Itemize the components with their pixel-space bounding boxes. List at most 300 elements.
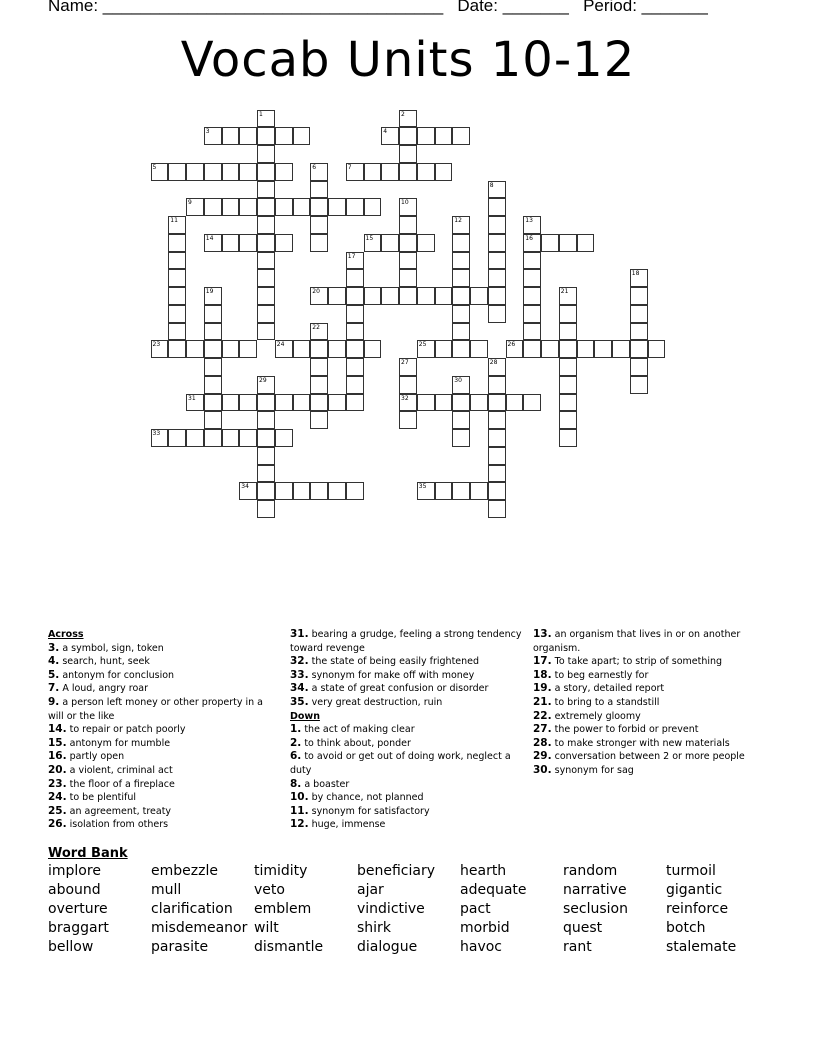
crossword-cell[interactable]	[204, 305, 222, 323]
clue-number: 4.	[48, 655, 60, 668]
down-clue	[533, 628, 765, 655]
crossword-cell[interactable]	[452, 252, 470, 270]
down-clue	[533, 669, 765, 683]
crossword-cell[interactable]	[168, 340, 186, 358]
crossword-cell[interactable]	[648, 340, 666, 358]
crossword-cell[interactable]	[452, 429, 470, 447]
crossword-cell[interactable]	[364, 287, 382, 305]
word-bank-word: dismantle	[254, 939, 324, 955]
crossword-cell[interactable]	[239, 234, 257, 252]
clue-number: 11	[170, 217, 178, 224]
across-clue	[290, 682, 522, 696]
crossword-cell[interactable]	[630, 340, 648, 358]
crossword-cell[interactable]	[630, 323, 648, 341]
crossword-cell[interactable]	[417, 340, 435, 358]
crossword-cell[interactable]	[257, 323, 275, 341]
crossword-cell[interactable]	[257, 305, 275, 323]
crossword-cell[interactable]	[328, 198, 346, 216]
across-clue-list-continued	[290, 628, 522, 710]
word-bank-word: pact	[460, 901, 491, 917]
crossword-cell[interactable]	[257, 127, 275, 145]
clue-text: isolation from others	[66, 819, 169, 831]
crossword-cell[interactable]	[399, 163, 417, 181]
crossword-cell[interactable]	[559, 287, 577, 305]
crossword-cell[interactable]	[506, 394, 524, 412]
name-field[interactable]: Name: ____________________________________	[48, 0, 444, 15]
crossword-cell[interactable]	[186, 198, 204, 216]
crossword-cell[interactable]	[222, 163, 240, 181]
crossword-cell[interactable]	[523, 216, 541, 234]
clue-text: synonym for make off with money	[308, 669, 475, 681]
crossword-cell[interactable]	[310, 181, 328, 199]
crossword-cell[interactable]	[399, 234, 417, 252]
crossword-cell[interactable]	[168, 287, 186, 305]
crossword-cell[interactable]	[293, 340, 311, 358]
clue-number: 30.	[533, 763, 552, 776]
clue-number: 8	[489, 181, 494, 189]
crossword-cell[interactable]	[293, 394, 311, 412]
clue-number: 24.	[48, 791, 67, 804]
crossword-cell[interactable]	[310, 358, 328, 376]
across-clue	[48, 682, 273, 696]
crossword-cell[interactable]	[470, 287, 488, 305]
crossword-cell[interactable]	[488, 305, 506, 323]
crossword-cell[interactable]	[239, 127, 257, 145]
word-bank-word: implore	[48, 863, 101, 879]
crossword-cell[interactable]	[186, 429, 204, 447]
crossword-cell[interactable]	[523, 234, 541, 252]
crossword-cell[interactable]	[488, 482, 506, 500]
crossword-cell[interactable]	[452, 482, 470, 500]
crossword-cell[interactable]	[488, 411, 506, 429]
crossword-cell[interactable]	[577, 340, 595, 358]
crossword-cell[interactable]	[257, 500, 275, 518]
crossword-cell[interactable]	[151, 163, 169, 181]
across-clue	[48, 696, 273, 723]
crossword-cell[interactable]	[346, 198, 364, 216]
crossword-cell[interactable]	[559, 358, 577, 376]
crossword-cell[interactable]	[151, 429, 169, 447]
crossword-cell[interactable]	[275, 234, 293, 252]
clue-text: an organism that lives in or on another organism.	[533, 629, 741, 654]
across-clue-list	[48, 642, 273, 832]
clue-number: 21.	[533, 695, 552, 708]
crossword-cell[interactable]	[559, 323, 577, 341]
clue-number: 24	[276, 341, 285, 349]
clue-number: 27.	[533, 723, 552, 736]
crossword-cell[interactable]	[630, 305, 648, 323]
crossword-cell[interactable]	[417, 163, 435, 181]
crossword-cell[interactable]	[399, 287, 417, 305]
clue-text: a state of great confusion or disorder	[308, 683, 489, 695]
crossword-cell[interactable]	[222, 394, 240, 412]
crossword-cell[interactable]	[346, 269, 364, 287]
crossword-cell[interactable]	[559, 305, 577, 323]
clue-number: 9	[188, 199, 192, 207]
word-bank-word: veto	[254, 882, 285, 898]
crossword-cell[interactable]	[168, 305, 186, 323]
clue-number: 34	[241, 483, 249, 491]
crossword-cell[interactable]	[559, 340, 577, 358]
crossword-cell[interactable]	[204, 163, 222, 181]
crossword-cell[interactable]	[488, 358, 506, 376]
crossword-cell[interactable]	[222, 429, 240, 447]
crossword-cell[interactable]	[310, 411, 328, 429]
crossword-cell[interactable]	[257, 465, 275, 483]
clue-text: to avoid or get out of doing work, neglect a duty	[290, 751, 511, 776]
crossword-cell[interactable]	[328, 394, 346, 412]
clue-number: 13	[525, 217, 533, 224]
crossword-cell[interactable]	[239, 198, 257, 216]
crossword-cell[interactable]	[168, 234, 186, 252]
crossword-cell[interactable]	[577, 234, 595, 252]
crossword-cell[interactable]	[435, 482, 453, 500]
crossword-cell[interactable]	[346, 252, 364, 270]
clue-number: 14	[205, 234, 214, 242]
crossword-cell[interactable]	[470, 394, 488, 412]
clue-text: to bring to a standstill	[551, 696, 660, 708]
crossword-cell[interactable]	[346, 305, 364, 323]
crossword-cell[interactable]	[275, 482, 293, 500]
crossword-cell[interactable]	[204, 411, 222, 429]
crossword-cell[interactable]	[559, 429, 577, 447]
clue-number: 33	[152, 430, 161, 437]
across-clue	[290, 696, 522, 710]
clue-text: antonym for conclusion	[59, 669, 175, 681]
down-clue	[290, 737, 522, 751]
crossword-cell[interactable]	[488, 447, 506, 465]
crossword-cell[interactable]	[257, 482, 275, 500]
word-bank-word: adequate	[460, 882, 527, 898]
crossword-cell[interactable]	[293, 482, 311, 500]
crossword-cell[interactable]	[310, 287, 328, 305]
across-clue	[48, 764, 273, 778]
clue-number: 26	[507, 341, 516, 349]
crossword-cell[interactable]	[399, 394, 417, 412]
word-bank-word: beneficiary	[357, 863, 436, 879]
crossword-cell[interactable]	[328, 287, 346, 305]
crossword-cell[interactable]	[328, 340, 346, 358]
crossword-cell[interactable]	[630, 358, 648, 376]
clue-number: 35.	[290, 695, 309, 708]
clue-text: a story, detailed report	[551, 683, 665, 695]
crossword-cell[interactable]	[488, 394, 506, 412]
clue-number: 33.	[290, 668, 309, 681]
crossword-cell[interactable]	[470, 482, 488, 500]
crossword-cell[interactable]	[435, 340, 453, 358]
crossword-cell[interactable]	[630, 269, 648, 287]
crossword-cell[interactable]	[381, 163, 399, 181]
crossword-cell[interactable]	[435, 163, 453, 181]
crossword-cell[interactable]	[346, 323, 364, 341]
crossword-cell[interactable]	[204, 287, 222, 305]
crossword-cell[interactable]	[452, 127, 470, 145]
crossword-cell[interactable]	[239, 482, 257, 500]
crossword-cell[interactable]	[186, 340, 204, 358]
crossword-cell[interactable]	[381, 127, 399, 145]
clue-number: 32.	[290, 655, 309, 668]
crossword-cell[interactable]	[204, 198, 222, 216]
crossword-cell[interactable]	[239, 394, 257, 412]
crossword-cell[interactable]	[275, 394, 293, 412]
crossword-cell[interactable]	[417, 394, 435, 412]
crossword-cell[interactable]	[452, 287, 470, 305]
crossword-cell[interactable]	[310, 482, 328, 500]
crossword-cell[interactable]	[310, 340, 328, 358]
crossword-cell[interactable]	[257, 269, 275, 287]
crossword-cell[interactable]	[257, 234, 275, 252]
word-bank-word: braggart	[48, 920, 109, 936]
crossword-cell[interactable]	[310, 323, 328, 341]
clue-text: to make stronger with new materials	[551, 737, 730, 749]
crossword-cell[interactable]	[470, 340, 488, 358]
crossword-cell[interactable]	[417, 234, 435, 252]
crossword-cell[interactable]	[559, 394, 577, 412]
crossword-cell[interactable]	[630, 376, 648, 394]
crossword-cell[interactable]	[452, 216, 470, 234]
crossword-cell[interactable]	[417, 127, 435, 145]
crossword-cell[interactable]	[364, 163, 382, 181]
down-clue	[533, 750, 765, 764]
clue-number: 21	[560, 288, 569, 295]
crossword-cell[interactable]	[523, 340, 541, 358]
word-bank-word: havoc	[460, 939, 502, 955]
crossword-cell[interactable]	[257, 429, 275, 447]
crossword-cell[interactable]	[204, 429, 222, 447]
crossword-cell[interactable]	[257, 411, 275, 429]
crossword-cell[interactable]	[168, 163, 186, 181]
crossword-cell[interactable]	[239, 163, 257, 181]
crossword-cell[interactable]	[488, 252, 506, 270]
crossword-cell[interactable]	[435, 394, 453, 412]
crossword-cell[interactable]	[435, 287, 453, 305]
crossword-cell[interactable]	[168, 323, 186, 341]
crossword-cell[interactable]	[523, 252, 541, 270]
crossword-cell[interactable]	[275, 127, 293, 145]
crossword-cell[interactable]	[364, 198, 382, 216]
crossword-cell[interactable]	[381, 234, 399, 252]
crossword-cell[interactable]	[257, 145, 275, 163]
crossword-cell[interactable]	[452, 340, 470, 358]
crossword-cell[interactable]	[488, 376, 506, 394]
across-clue	[48, 737, 273, 751]
crossword-cell[interactable]	[452, 323, 470, 341]
crossword-cell[interactable]	[222, 127, 240, 145]
crossword-cell[interactable]	[364, 234, 382, 252]
crossword-cell[interactable]	[293, 198, 311, 216]
crossword-cell[interactable]	[222, 340, 240, 358]
clue-text: a boaster	[301, 778, 350, 790]
crossword-cell[interactable]	[239, 429, 257, 447]
crossword-cell[interactable]	[257, 447, 275, 465]
crossword-cell[interactable]	[559, 376, 577, 394]
crossword-cell[interactable]	[417, 287, 435, 305]
crossword-cell[interactable]	[275, 198, 293, 216]
clue-number: 15	[365, 234, 374, 242]
clue-text: a symbol, sign, token	[59, 642, 164, 654]
clue-text: to beg earnestly for	[551, 669, 649, 681]
crossword-cell[interactable]	[399, 110, 417, 128]
crossword-cell[interactable]	[204, 340, 222, 358]
across-clue	[48, 655, 273, 669]
crossword-cell[interactable]	[452, 376, 470, 394]
crossword-cell[interactable]	[257, 287, 275, 305]
crossword-cell[interactable]	[488, 234, 506, 252]
crossword-cell[interactable]	[559, 234, 577, 252]
word-bank-word: clarification	[151, 901, 233, 917]
crossword-cell[interactable]	[452, 269, 470, 287]
crossword-cell[interactable]	[346, 287, 364, 305]
crossword-cell[interactable]	[523, 394, 541, 412]
word-bank-word: quest	[563, 920, 603, 936]
crossword-cell[interactable]	[257, 394, 275, 412]
crossword-cell[interactable]	[506, 340, 524, 358]
crossword-cell[interactable]	[488, 465, 506, 483]
crossword-cell[interactable]	[399, 198, 417, 216]
crossword-cell[interactable]	[186, 163, 204, 181]
crossword-cell[interactable]	[257, 163, 275, 181]
crossword-cell[interactable]	[222, 234, 240, 252]
clue-number: 1.	[290, 723, 302, 736]
crossword-cell[interactable]	[452, 234, 470, 252]
crossword-cell[interactable]	[346, 482, 364, 500]
crossword-cell[interactable]	[488, 269, 506, 287]
crossword-cell[interactable]	[257, 216, 275, 234]
crossword-cell[interactable]	[346, 394, 364, 412]
clue-number: 12.	[290, 818, 309, 831]
crossword-cell[interactable]	[488, 216, 506, 234]
crossword-cell[interactable]	[399, 252, 417, 270]
crossword-cell[interactable]	[541, 234, 559, 252]
crossword-cell[interactable]	[293, 127, 311, 145]
crossword-cell[interactable]	[257, 198, 275, 216]
crossword-cell[interactable]	[310, 216, 328, 234]
crossword-cell[interactable]	[399, 358, 417, 376]
crossword-cell[interactable]	[204, 358, 222, 376]
crossword-cell[interactable]	[204, 376, 222, 394]
crossword-cell[interactable]	[452, 411, 470, 429]
crossword-cell[interactable]	[275, 429, 293, 447]
crossword-cell[interactable]	[594, 340, 612, 358]
crossword-cell[interactable]	[559, 411, 577, 429]
crossword-cell[interactable]	[399, 269, 417, 287]
down-clue	[533, 723, 765, 737]
crossword-cell[interactable]	[204, 127, 222, 145]
clue-number: 3.	[48, 641, 60, 654]
clue-text: by chance, not planned	[308, 792, 424, 804]
word-bank	[48, 862, 769, 957]
crossword-cell[interactable]	[399, 127, 417, 145]
down-clue-list	[290, 723, 522, 832]
clue-text: extremely gloomy	[551, 710, 641, 722]
clue-number: 11.	[290, 804, 309, 817]
crossword-cell[interactable]	[310, 198, 328, 216]
page-title: Vocab Units 10-12	[180, 32, 636, 88]
crossword-cell[interactable]	[523, 287, 541, 305]
crossword-cell[interactable]	[630, 287, 648, 305]
crossword-cell[interactable]	[488, 429, 506, 447]
word-bank-word: gigantic	[666, 882, 723, 898]
word-bank-word: embezzle	[151, 863, 218, 879]
word-bank-word: rant	[563, 939, 592, 955]
crossword-cell[interactable]	[541, 340, 559, 358]
crossword-cell[interactable]	[222, 198, 240, 216]
crossword-cell[interactable]	[452, 394, 470, 412]
crossword-cell[interactable]	[435, 127, 453, 145]
crossword-cell[interactable]	[239, 340, 257, 358]
crossword-cell[interactable]	[257, 181, 275, 199]
clue-number: 32	[401, 394, 409, 402]
crossword-cell[interactable]	[204, 394, 222, 412]
crossword-cell[interactable]	[523, 323, 541, 341]
clue-text: to repair or patch poorly	[66, 724, 186, 736]
crossword-cell[interactable]	[488, 287, 506, 305]
clue-number: 23.	[48, 777, 67, 790]
period-field[interactable]: Period: _______	[583, 0, 708, 15]
crossword-cell[interactable]	[346, 358, 364, 376]
crossword-cell[interactable]	[275, 163, 293, 181]
crossword-cell[interactable]	[275, 340, 293, 358]
crossword-cell[interactable]	[488, 181, 506, 199]
crossword-cell[interactable]	[399, 411, 417, 429]
crossword-cell[interactable]	[310, 234, 328, 252]
crossword-cell[interactable]	[310, 376, 328, 394]
word-bank-word: ajar	[357, 882, 384, 898]
crossword-cell[interactable]	[310, 394, 328, 412]
clue-number: 22	[312, 323, 320, 331]
crossword-cell[interactable]	[346, 340, 364, 358]
crossword-cell[interactable]	[168, 216, 186, 234]
word-bank-word: mull	[151, 882, 182, 898]
crossword-cell[interactable]	[523, 305, 541, 323]
crossword-cell[interactable]	[417, 482, 435, 500]
clue-number: 28	[489, 359, 498, 366]
crossword-cell[interactable]	[310, 163, 328, 181]
crossword-cell[interactable]	[488, 500, 506, 518]
crossword-cell[interactable]	[257, 376, 275, 394]
clue-number: 1	[259, 110, 263, 118]
crossword-cell[interactable]	[257, 110, 275, 128]
crossword-cell[interactable]	[399, 145, 417, 163]
clue-number: 31.	[290, 628, 309, 640]
down-clue	[533, 764, 765, 778]
crossword-cell[interactable]	[399, 216, 417, 234]
crossword-cell[interactable]	[381, 287, 399, 305]
crossword-cell[interactable]	[204, 323, 222, 341]
crossword-cell[interactable]	[364, 340, 382, 358]
across-clue	[48, 791, 273, 805]
crossword-cell[interactable]	[488, 198, 506, 216]
crossword-cell[interactable]	[186, 394, 204, 412]
crossword-cell[interactable]	[168, 269, 186, 287]
crossword-cell[interactable]	[328, 482, 346, 500]
down-clue	[290, 750, 522, 777]
crossword-cell[interactable]	[346, 163, 364, 181]
crossword-cell[interactable]	[346, 376, 364, 394]
crossword-cell[interactable]	[204, 234, 222, 252]
crossword-cell[interactable]	[612, 340, 630, 358]
crossword-cell[interactable]	[452, 305, 470, 323]
crossword-cell[interactable]	[523, 269, 541, 287]
date-field[interactable]: Date: _______	[457, 0, 569, 15]
crossword-cell[interactable]	[168, 252, 186, 270]
clue-number: 29	[259, 376, 267, 384]
crossword-cell[interactable]	[399, 376, 417, 394]
down-clue	[533, 737, 765, 751]
crossword-cell[interactable]	[257, 252, 275, 270]
crossword-cell[interactable]	[168, 429, 186, 447]
crossword-cell[interactable]	[151, 340, 169, 358]
